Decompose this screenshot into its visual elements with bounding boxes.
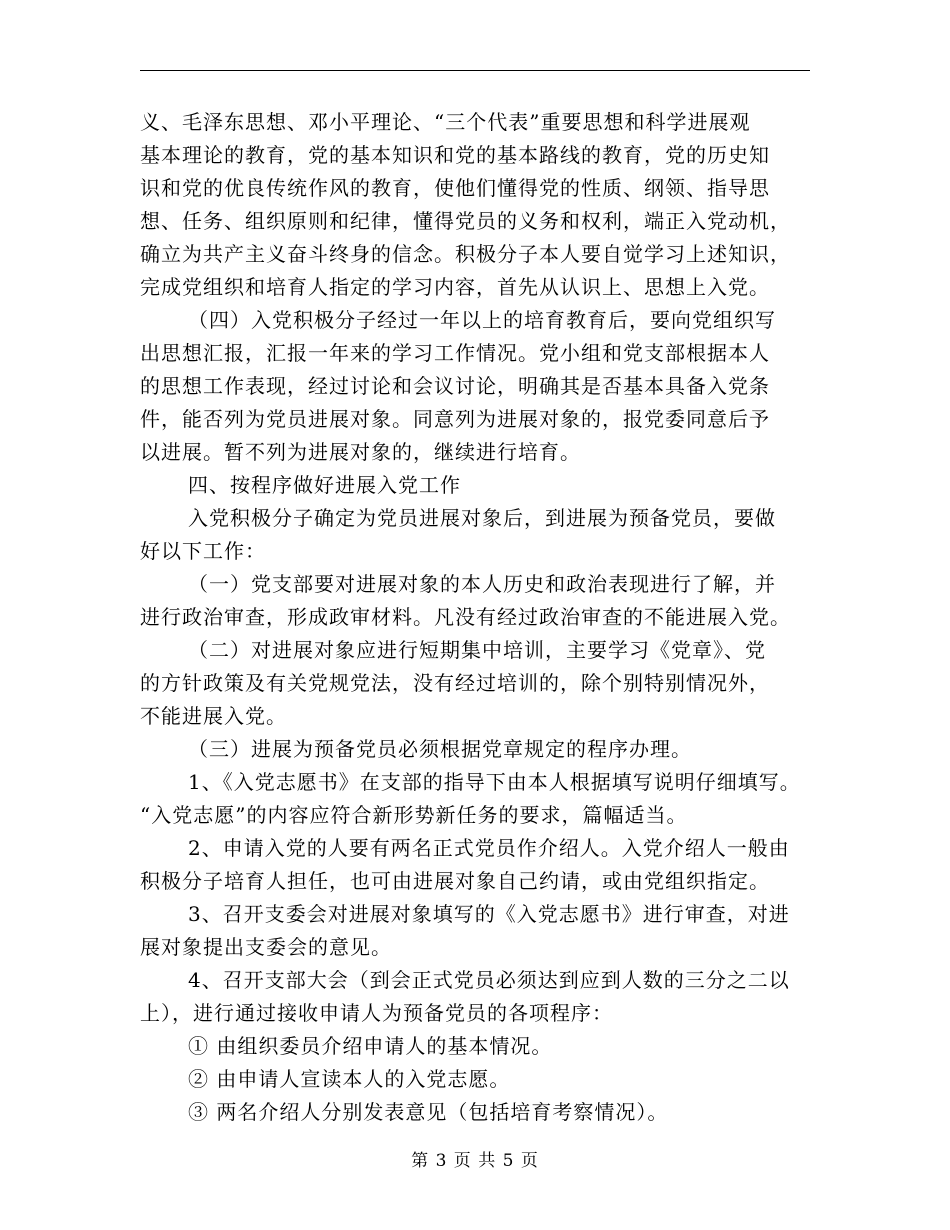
text-line: （三）进展为预备党员必须根据党章规定的程序办理。 <box>188 737 692 761</box>
text-line: “入党志愿”的内容应符合新形势新任务的要求，篇幅适当。 <box>140 803 688 827</box>
text-line: 的思想工作表现，经过讨论和会议讨论，明确其是否基本具备入党条 <box>140 374 770 398</box>
text-line: 3、召开支委会对进展对象填写的《入党志愿书》进行审查，对进 <box>188 902 790 926</box>
text-line: 积极分子培育人担任，也可由进展对象自己约请，或由党组织指定。 <box>140 869 770 893</box>
text-line: 的方针政策及有关党规党法，没有经过培训的，除个别特别情况外， <box>140 671 770 695</box>
text-line: （四）入党积极分子经过一年以上的培育教育后，要向党组织写 <box>188 308 776 332</box>
text-line: 基本理论的教育，党的基本知识和党的基本路线的教育，党的历史知 <box>140 143 770 167</box>
text-line: 想、任务、组织原则和纪律，懂得党员的义务和权利，端正入党动机， <box>140 209 791 233</box>
text-line: 件，能否列为党员进展对象。同意列为进展对象的，报党委同意后予 <box>140 407 770 431</box>
text-line: 完成党组织和培育人指定的学习内容，首先从认识上、思想上入党。 <box>140 275 770 299</box>
text-line: 4、召开支部大会（到会正式党员必须达到应到人数的三分之二以 <box>188 968 790 992</box>
text-line: 确立为共产主义奋斗终身的信念。积极分子本人要自觉学习上述知识， <box>140 242 791 266</box>
text-line: 义、毛泽东思想、邓小平理论、“三个代表”重要思想和科学进展观 <box>140 110 751 134</box>
text-line: 不能进展入党。 <box>140 704 287 728</box>
text-line: ③ 两名介绍人分别发表意见（包括培育考察情况）。 <box>188 1100 669 1124</box>
text-line: （一）党支部要对进展对象的本人历史和政治表现进行了解，并 <box>188 572 776 596</box>
text-line: 出思想汇报，汇报一年来的学习工作情况。党小组和党支部根据本人 <box>140 341 770 365</box>
header-rule <box>140 70 810 71</box>
text-line: 1、《入党志愿书》在支部的指导下由本人根据填写说明仔细填写。 <box>188 770 801 794</box>
text-line: 入党积极分子确定为党员进展对象后，到进展为预备党员，要做 <box>188 506 776 530</box>
text-line: ② 由申请人宣读本人的入党志愿。 <box>188 1067 511 1091</box>
text-line: 展对象提出支委会的意见。 <box>140 935 392 959</box>
text-line: 进行政治审查，形成政审材料。凡没有经过政治审查的不能进展入党。 <box>140 605 791 629</box>
text-line: 以进展。暂不列为进展对象的，继续进行培育。 <box>140 440 581 464</box>
text-line: 2、申请入党的人要有两名正式党员作介绍人。入党介绍人一般由 <box>188 836 790 860</box>
text-line: 好以下工作： <box>140 539 266 563</box>
text-line: 四、按程序做好进展入党工作 <box>188 473 461 497</box>
text-line: （二）对进展对象应进行短期集中培训，主要学习《党章》、党 <box>188 638 766 662</box>
document-body <box>140 108 830 1131</box>
text-line: 上），进行通过接收申请人为预备党员的各项程序： <box>140 1001 613 1025</box>
text-line: ① 由组织委员介绍申请人的基本情况。 <box>188 1034 553 1058</box>
page-number: 第 3 页 共 5 页 <box>411 1151 539 1171</box>
text-line: 识和党的优良传统作风的教育，使他们懂得党的性质、纲领、指导思 <box>140 176 770 200</box>
